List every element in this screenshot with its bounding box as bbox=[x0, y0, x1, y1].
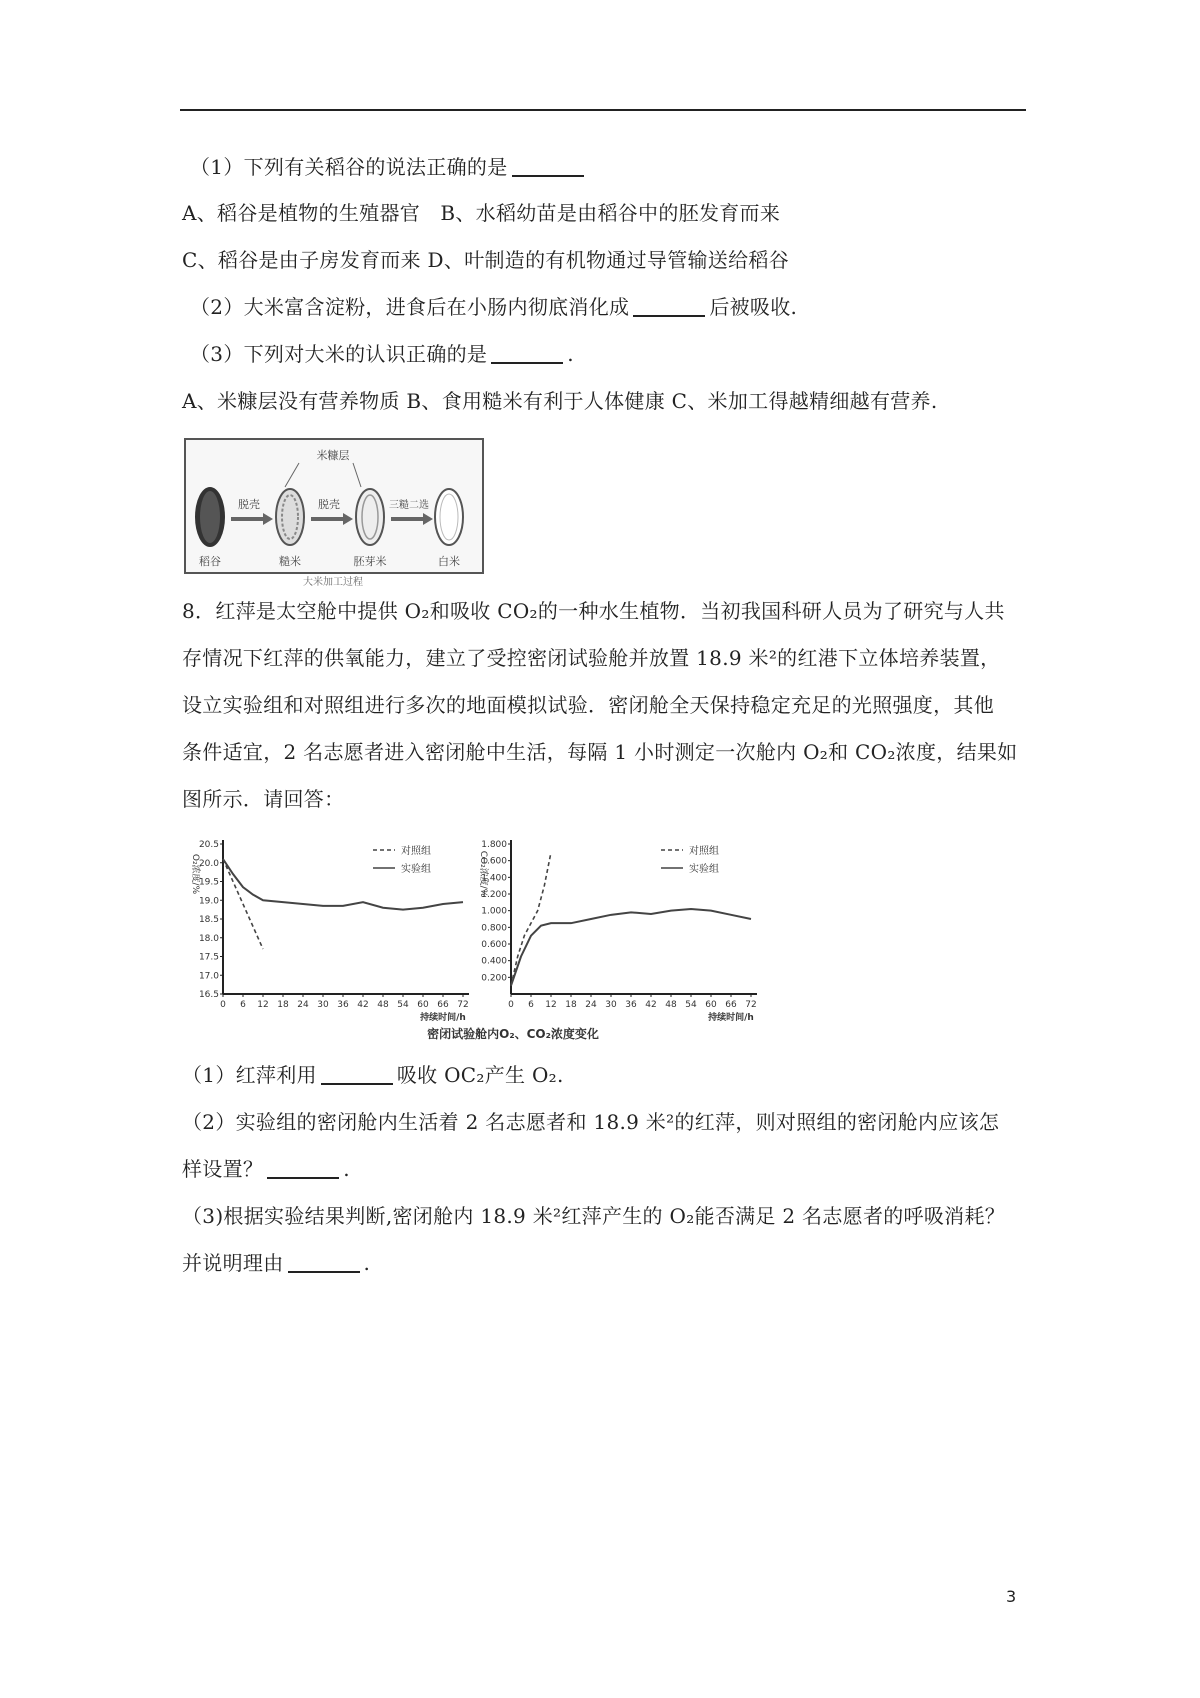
x-tick-label: 30 bbox=[317, 1000, 329, 1010]
bran-layer-label: 米糠层 bbox=[316, 449, 350, 462]
stage-label: 白米 bbox=[438, 555, 460, 568]
y-tick-label: 1.000 bbox=[481, 906, 507, 917]
q8-sub1-suffix: 吸收 OC₂产生 O₂. bbox=[396, 1063, 564, 1087]
q8-line-4: 条件适宜，2 名志愿者进入密闭舱中生活，每隔 1 小时测定一次舱内 O₂和 CO₂浓度，结果如 bbox=[182, 740, 1018, 764]
page-number: 3 bbox=[1006, 1587, 1017, 1606]
y-axis-label: O₂浓度/% bbox=[190, 853, 200, 895]
q8-line-3: 设立实验组和对照组进行多次的地面模拟试验．密闭舱全天保持稳定充足的光照强度，其他 bbox=[182, 693, 994, 717]
rice-q1-options-c-d: C、稻谷是由子房发育而来 D、叶制造的有机物通过导管输送给稻谷 bbox=[182, 248, 789, 272]
x-tick-label: 54 bbox=[397, 1000, 409, 1010]
y-tick-label: 1.200 bbox=[481, 890, 507, 900]
rice-q2-text: （2）大米富含淀粉，进食后在小肠内彻底消化成 bbox=[190, 295, 630, 319]
arrow-label: 三糙二选 bbox=[389, 500, 429, 511]
legend-label: 实验组 bbox=[401, 864, 431, 875]
answer-blank[interactable] bbox=[512, 155, 584, 177]
legend-label: 实验组 bbox=[689, 864, 719, 875]
x-tick-label: 6 bbox=[528, 1000, 534, 1010]
answer-blank[interactable] bbox=[491, 342, 563, 364]
rice-q1-options-a-b: A、稻谷是植物的生殖器官 B、水稻幼苗是由稻谷中的胚发育而来 bbox=[182, 201, 781, 225]
y-tick-label: 1.800 bbox=[481, 840, 507, 850]
q8-line-1: 8．红萍是太空舱中提供 O₂和吸收 CO₂的一种水生植物．当初我国科研人员为了研究与人共 bbox=[182, 599, 1005, 623]
stage-label: 稻谷 bbox=[199, 555, 221, 568]
concentration-charts bbox=[183, 832, 803, 1042]
y-tick-label: 0.400 bbox=[481, 956, 507, 967]
x-tick-label: 48 bbox=[665, 1000, 677, 1010]
white-rice-grain bbox=[435, 489, 463, 545]
rice-q1 bbox=[190, 152, 588, 182]
answer-blank[interactable] bbox=[267, 1157, 339, 1179]
x-tick-label: 66 bbox=[437, 1000, 449, 1010]
y-tick-label: 18.5 bbox=[198, 915, 219, 925]
rice-q3-options: A、米糠层没有营养物质 B、食用糙米有利于人体健康 C、米加工得越精细越有营养. bbox=[182, 389, 938, 413]
q8-sub2-line-1: （2）实验组的密闭舱内生活着 2 名志愿者和 18.9 米²的红萍，则对照组的密闭舱内应该怎 bbox=[182, 1110, 1000, 1134]
y-tick-label: 20.5 bbox=[198, 840, 219, 850]
stage-label: 糙米 bbox=[279, 555, 301, 568]
x-tick-label: 30 bbox=[605, 1000, 617, 1010]
x-tick-label: 42 bbox=[357, 1000, 369, 1010]
rice-q2-suffix: 后被吸收. bbox=[709, 295, 798, 319]
legend-label: 对照组 bbox=[401, 846, 431, 857]
y-tick-label: 1.600 bbox=[481, 856, 507, 867]
q8-sub1-text: （1）红萍利用 bbox=[182, 1063, 317, 1087]
x-tick-label: 36 bbox=[625, 1000, 637, 1010]
y-tick-label: 17.0 bbox=[198, 971, 219, 982]
x-tick-label: 12 bbox=[257, 1000, 269, 1010]
charts-caption: 密闭试验舱内O₂、CO₂浓度变化 bbox=[427, 1027, 599, 1041]
answer-blank[interactable] bbox=[288, 1251, 360, 1273]
control-group-line bbox=[223, 859, 263, 949]
y-tick-label: 20.0 bbox=[198, 858, 219, 869]
rice-q3-text: （3）下列对大米的认识正确的是 bbox=[190, 342, 488, 366]
q8-sub3-line-2 bbox=[182, 1248, 370, 1278]
germ-rice-grain bbox=[356, 489, 384, 545]
y-tick-label: 0.800 bbox=[481, 923, 507, 934]
experimental-group-line bbox=[511, 909, 751, 986]
rice-q2 bbox=[190, 292, 797, 322]
rice-q1-text: （1）下列有关稻谷的说法正确的是 bbox=[190, 155, 508, 179]
concentration-charts-figure bbox=[183, 832, 803, 1042]
answer-blank[interactable] bbox=[633, 295, 705, 317]
q8-sub2-suffix: . bbox=[343, 1157, 350, 1181]
x-tick-label: 72 bbox=[457, 1000, 469, 1010]
x-tick-label: 60 bbox=[417, 1000, 429, 1010]
q8-sub1 bbox=[182, 1060, 564, 1090]
y-tick-label: 0.200 bbox=[481, 973, 507, 984]
answer-blank[interactable] bbox=[321, 1063, 393, 1085]
y-tick-label: 19.0 bbox=[198, 896, 219, 907]
legend-label: 对照组 bbox=[689, 846, 719, 857]
x-tick-label: 42 bbox=[645, 1000, 657, 1010]
x-tick-label: 6 bbox=[240, 1000, 246, 1010]
y-axis-label: CO₂浓度/% bbox=[478, 850, 488, 898]
x-tick-label: 24 bbox=[585, 1000, 597, 1010]
rice-q3-suffix: . bbox=[567, 342, 574, 366]
x-tick-label: 66 bbox=[725, 1000, 737, 1010]
x-axis-label: 持续时间/h bbox=[708, 1013, 754, 1023]
rice-figure-caption: 大米加工过程 bbox=[303, 577, 363, 587]
x-axis-label: 持续时间/h bbox=[420, 1013, 466, 1023]
y-tick-label: 1.400 bbox=[481, 873, 507, 884]
y-tick-label: 16.5 bbox=[198, 990, 219, 1000]
y-tick-label: 19.5 bbox=[198, 877, 219, 888]
rice-q3 bbox=[190, 339, 574, 369]
x-tick-label: 48 bbox=[377, 1000, 389, 1010]
x-tick-label: 24 bbox=[297, 1000, 309, 1010]
q8-sub3-text: 并说明理由 bbox=[182, 1251, 284, 1275]
x-tick-label: 72 bbox=[745, 1000, 757, 1010]
q8-line-5: 图所示．请回答： bbox=[182, 787, 345, 811]
x-tick-label: 60 bbox=[705, 1000, 717, 1010]
rice-processing-figure bbox=[183, 437, 485, 587]
q8-sub2-text: 样设置？ bbox=[182, 1157, 264, 1181]
q8-sub3-line-1: （3)根据实验结果判断,密闭舱内 18.9 米²红萍产生的 O₂能否满足 2 名志愿者的呼吸消耗？ bbox=[182, 1204, 1006, 1228]
x-tick-label: 18 bbox=[277, 1000, 289, 1010]
x-tick-label: 0 bbox=[508, 1000, 514, 1010]
y-tick-label: 18.0 bbox=[198, 933, 219, 944]
header-rule bbox=[180, 109, 1026, 111]
brown-rice-grain bbox=[276, 489, 304, 545]
stage-label: 胚芽米 bbox=[353, 555, 387, 568]
x-tick-label: 36 bbox=[337, 1000, 349, 1010]
x-tick-label: 0 bbox=[220, 1000, 226, 1010]
q8-line-2: 存情况下红萍的供氧能力，建立了受控密闭试验舱并放置 18.9 米²的红港下立体培养装置， bbox=[182, 646, 1001, 670]
x-tick-label: 18 bbox=[565, 1000, 577, 1010]
x-tick-label: 54 bbox=[685, 1000, 697, 1010]
y-tick-label: 17.5 bbox=[198, 952, 219, 963]
arrow-label: 脱壳 bbox=[238, 498, 260, 511]
x-tick-label: 12 bbox=[545, 1000, 557, 1010]
y-tick-label: 0.600 bbox=[481, 940, 507, 950]
q8-sub3-suffix: . bbox=[363, 1251, 371, 1275]
arrow-label: 脱壳 bbox=[318, 498, 340, 511]
q8-sub2-line-2 bbox=[182, 1154, 350, 1184]
